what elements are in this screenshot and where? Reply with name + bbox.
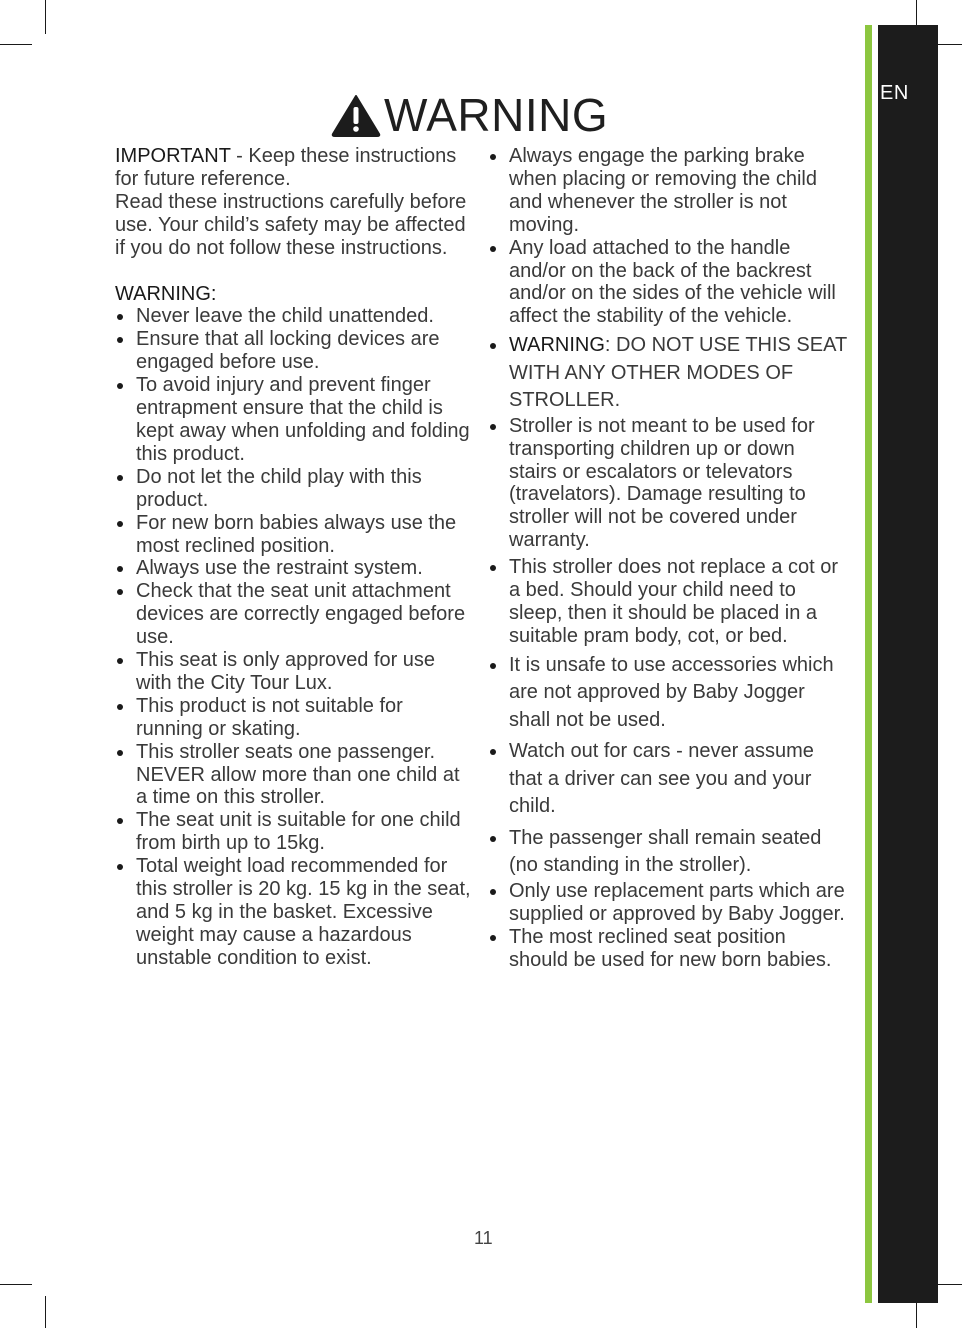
bullet-icon xyxy=(117,521,123,527)
list-item: Stroller is not meant to be used for transporting children up or down stairs or escalators or televators (travelators). Damage resulting to stroller will not be covered under warranty. xyxy=(488,415,848,552)
language-tab-label: EN xyxy=(880,82,909,104)
list-item-warning: WARNING: DO NOT USE THIS SEAT WITH ANY OTHER MODES OF STROLLER. xyxy=(488,332,848,415)
list-item: Watch out for cars - never assume that a driver can see you and your child. xyxy=(488,738,848,821)
crop-mark xyxy=(0,1284,32,1285)
bullet-icon xyxy=(117,818,123,824)
list-item: Only use replacement parts which are supplied or approved by Baby Jogger. xyxy=(488,880,848,926)
list-item: This stroller does not replace a cot or a bed. Should your child need to sleep, then it should be placed in a suitable pram body, cot, or bed. xyxy=(488,556,848,648)
bullet-icon xyxy=(117,864,123,870)
bullet-icon xyxy=(117,704,123,710)
page-title: WARNING xyxy=(384,89,609,141)
bullet-icon xyxy=(117,314,123,320)
page-number: 11 xyxy=(474,1228,493,1248)
list-item: Always engage the parking brake when placing or removing the child and whenever the stroller is not moving. xyxy=(488,145,848,237)
important-note xyxy=(115,145,475,191)
warning-label: WARNING xyxy=(509,334,605,357)
important-text: - Keep these instructions for future reference. xyxy=(115,145,457,190)
list-item: It is unsafe to use accessories which are not approved by Baby Jogger shall not be used. xyxy=(488,652,848,735)
intro-block xyxy=(115,145,475,260)
bullet-icon xyxy=(490,565,496,571)
list-item: This seat is only approved for use with the City Tour Lux. xyxy=(115,649,475,695)
read-instructions-text: Read these instructions carefully before use. Your child’s safety may be affected if you do not follow these instructions. xyxy=(115,190,467,259)
bullet-icon xyxy=(490,836,496,842)
list-item: Always use the restraint system. xyxy=(115,557,475,580)
bullet-icon xyxy=(117,383,123,389)
list-item: For new born babies always use the most reclined position. xyxy=(115,512,475,558)
list-item: Total weight load recommended for this stroller is 20 kg. 15 kg in the seat, and 5 kg in the basket. Excessive weight may cause a hazardous unstable condition to exist. xyxy=(115,855,475,970)
list-item: This product is not suitable for running or skating. xyxy=(115,695,475,741)
crop-mark xyxy=(45,0,46,34)
page-header xyxy=(330,88,608,142)
list-item: Ensure that all locking devices are engaged before use. xyxy=(115,328,475,374)
list-item: The most reclined seat position should be used for new born babies. xyxy=(488,926,848,972)
warning-list xyxy=(115,305,475,969)
bullet-icon xyxy=(490,343,496,349)
list-item: This stroller seats one passenger. NEVER allow more than one child at a time on this stroller. xyxy=(115,741,475,810)
bullet-icon xyxy=(490,424,496,430)
bullet-icon xyxy=(117,337,123,343)
bullet-icon xyxy=(490,154,496,160)
bullet-icon xyxy=(117,589,123,595)
warning-list-continued xyxy=(488,145,848,971)
warning-heading: WARNING: xyxy=(115,282,217,305)
list-item: Do not let the child play with this product. xyxy=(115,466,475,512)
bullet-icon xyxy=(490,663,496,669)
bullet-icon xyxy=(490,246,496,252)
crop-mark xyxy=(45,1296,46,1328)
bullet-icon xyxy=(117,658,123,664)
list-item: Check that the seat unit attachment devices are correctly engaged before use. xyxy=(115,580,475,649)
accent-strip xyxy=(865,25,872,1303)
warning-triangle-icon xyxy=(330,93,382,137)
list-item: The seat unit is suitable for one child from birth up to 15kg. xyxy=(115,809,475,855)
left-column xyxy=(115,145,475,970)
crop-mark xyxy=(0,44,32,45)
list-item: Never leave the child unattended. xyxy=(115,305,475,328)
list-item: Any load attached to the handle and/or on the back of the backrest and/or on the sides of the vehicle will affect the stability of the vehicle. xyxy=(488,237,848,329)
bullet-icon xyxy=(490,889,496,895)
bullet-icon xyxy=(490,935,496,941)
bullet-icon xyxy=(117,475,123,481)
important-label: IMPORTANT xyxy=(115,145,231,167)
bullet-icon xyxy=(490,749,496,755)
list-item: To avoid injury and prevent finger entrapment ensure that the child is kept away when unfolding and folding this product. xyxy=(115,374,475,466)
bullet-icon xyxy=(117,750,123,756)
bullet-icon xyxy=(117,566,123,572)
right-column xyxy=(488,145,848,971)
language-tab-background xyxy=(878,25,938,1303)
list-item: The passenger shall remain seated (no standing in the stroller). xyxy=(488,825,848,880)
